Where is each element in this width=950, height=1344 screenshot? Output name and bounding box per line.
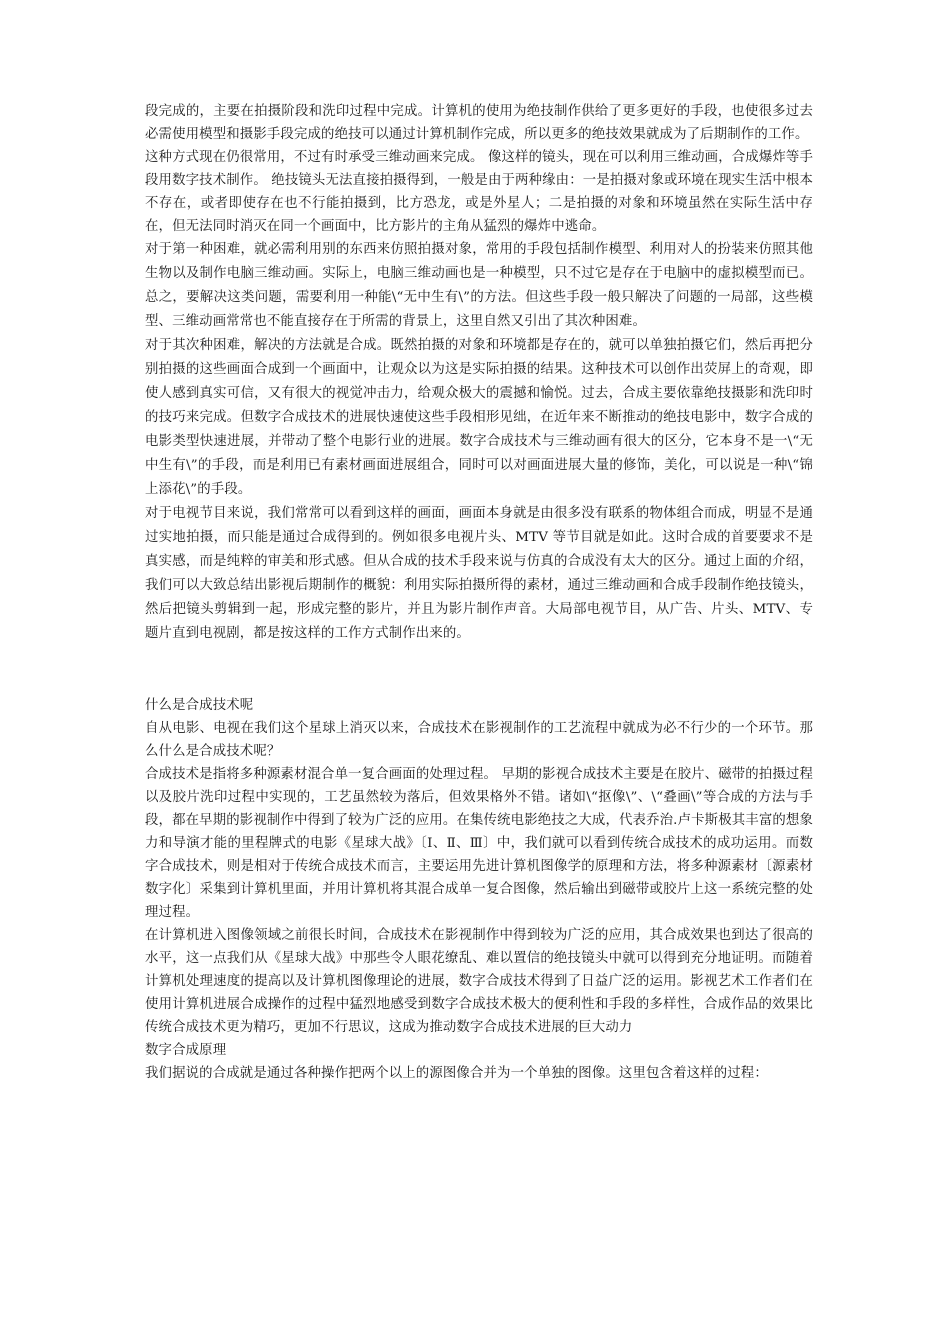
paragraph-compositing-history: 自从电影、电视在我们这个星球上消灭以来，合成技术在影视制作的工艺流程中就成为必不行少的一个环节。那么什么是合成技术呢？ (145, 721, 813, 759)
paragraph-first-difficulty: 对于第一种困难，就必需利用别的东西来仿照拍摄对象，常用的手段包括制作模型、利用对人的扮装来仿照其他生物以及制作电脑三维动画。实际上，电脑三维动画也是一种模型，只不过它是存在于电脑中的虚拟模型而已。总之，要解决这类问题，需要利用一种能\“无中生有\”的方法。但这些手段一般只解决了问题的一局部，这些模型、三维动画常常也不能直接存在于所需的背景上，这里自然又引出了其次种困难。 (145, 242, 813, 329)
paragraph-3d-animation: 这种方式现在仍很常用，不过有时承受三维动画来完成。 像这样的镜头，现在可以利用三维动画，合成爆炸等手段用数字技术制作。 绝技镜头无法直接拍摄得到，一般是由于两种缘由：一是拍摄对象或环境在现实生活中根本不存在，或者即使存在也不行能拍摄到，比方恐龙，或是外星人；二是拍摄的对象和环境虽然在实际生活中存在，但无法同时消灭在同一个画面中，比方影片的主角从猛烈的爆炸中逃命。 (145, 150, 813, 234)
paragraph-intro-continuation: 段完成的，主要在拍摄阶段和洗印过程中完成。计算机的使用为绝技制作供给了更多更好的手段，也使很多过去必需使用模型和摄影手段完成的绝技可以通过计算机制作完成，所以更多的绝技效果就成为了后期制作的工作。 (145, 104, 813, 142)
paragraph-second-difficulty: 对于其次种困难，解决的方法就是合成。既然拍摄的对象和环境都是存在的，就可以单独拍摄它们，然后再把分别拍摄的这些画面合成到一个画面中，让观众以为这是实际拍摄的结果。这种技术可以创作出荧屏上的奇观，即使人感到真实可信，又有很大的视觉冲击力，给观众极大的震撼和愉悦。过去，合成主要依靠绝技摄影和洗印时的技巧来完成。但数字合成技术的进展快速使这些手段相形见绌，在近年来不断推动的绝技电影中，数字合成的电影类型快速进展，并带动了整个电影行业的进展。数字合成技术与三维动画有很大的区分，它本身不是一\“无中生有\”的手段，而是利用已有素材画面进展组合，同时可以对画面进展大量的修饰，美化，可以说是一种\“锦上添花\”的手段。 (145, 338, 813, 497)
paragraph-compositing-computer-era: 在计算机进入图像领域之前很长时间，合成技术在影视制作中得到较为广泛的应用，其合成效果也到达了很高的水平，这一点我们从《星球大战》中那些令人眼花缭乱、难以置信的绝技镜头中就可以得到充分地证明。而随着计算机处理速度的提高以及计算机图像理论的进展，数字合成技术得到了日益广泛的运用。影视艺术工作者们在使用计算机进展合成操作的过程中猛烈地感受到数字合成技术极大的便利性和手段的多样性，合成作品的效果比传统合成技术更为精巧，更加不行思议，这成为推动数字合成技术进展的巨大动力 (145, 928, 813, 1035)
document-body (145, 100, 813, 1085)
paragraph-compositing-process: 我们据说的合成就是通过各种操作把两个以上的源图像合并为一个单独的图像。这里包含着这样的过程： (145, 1066, 768, 1081)
section-heading-digital-compositing-principle: 数字合成原理 (145, 1043, 227, 1058)
section-spacer (145, 646, 813, 694)
paragraph-tv-programs: 对于电视节目来说，我们常常可以看到这样的画面，画面本身就是由很多没有联系的物体组合而成，明显不是通过实地拍摄，而只能是通过合成得到的。例如很多电视片头、MTV 等节目就是如此。这时合成的首要要求不是真实感，而是纯粹的审美和形式感。但从合成的技术手段来说与仿真的合成没有太大的区分。通过上面的介绍，我们可以大致总结出影视后期制作的概貌：利用实际拍摄所得的素材，通过三维动画和合成手段制作绝技镜头，然后把镜头剪辑到一起，形成完整的影片，并且为影片制作声音。大局部电视节目，从广告、片头、MTV、专题片直到电视剧，都是按这样的工作方式制作出来的。 (145, 506, 813, 641)
paragraph-compositing-definition: 合成技术是指将多种源素材混合单一复合画面的处理过程。 早期的影视合成技术主要是在胶片、磁带的拍摄过程以及胶片洗印过程中实现的，工艺虽然较为落后，但效果格外不错。诸如\“抠像\”、\“叠画\”等合成的方法与手段，都在早期的影视制作中得到了较为广泛的应用。在集传统电影绝技之大成，代表乔治.卢卡斯极其丰富的想象力和导演才能的里程牌式的电影《星球大战》〔Ⅰ、Ⅱ、Ⅲ〕中，我们就可以看到传统合成技术的成功运用。而数字合成技术，则是相对于传统合成技术而言，主要运用先进计算机图像学的原理和方法，将多种源素材〔源素材数字化〕采集到计算机里面，并用计算机将其混合成单一复合图像，然后输出到磁带或胶片上这一系统完整的处理过程。 (145, 767, 813, 920)
section-heading-what-is-compositing: 什么是合成技术呢 (145, 698, 254, 713)
